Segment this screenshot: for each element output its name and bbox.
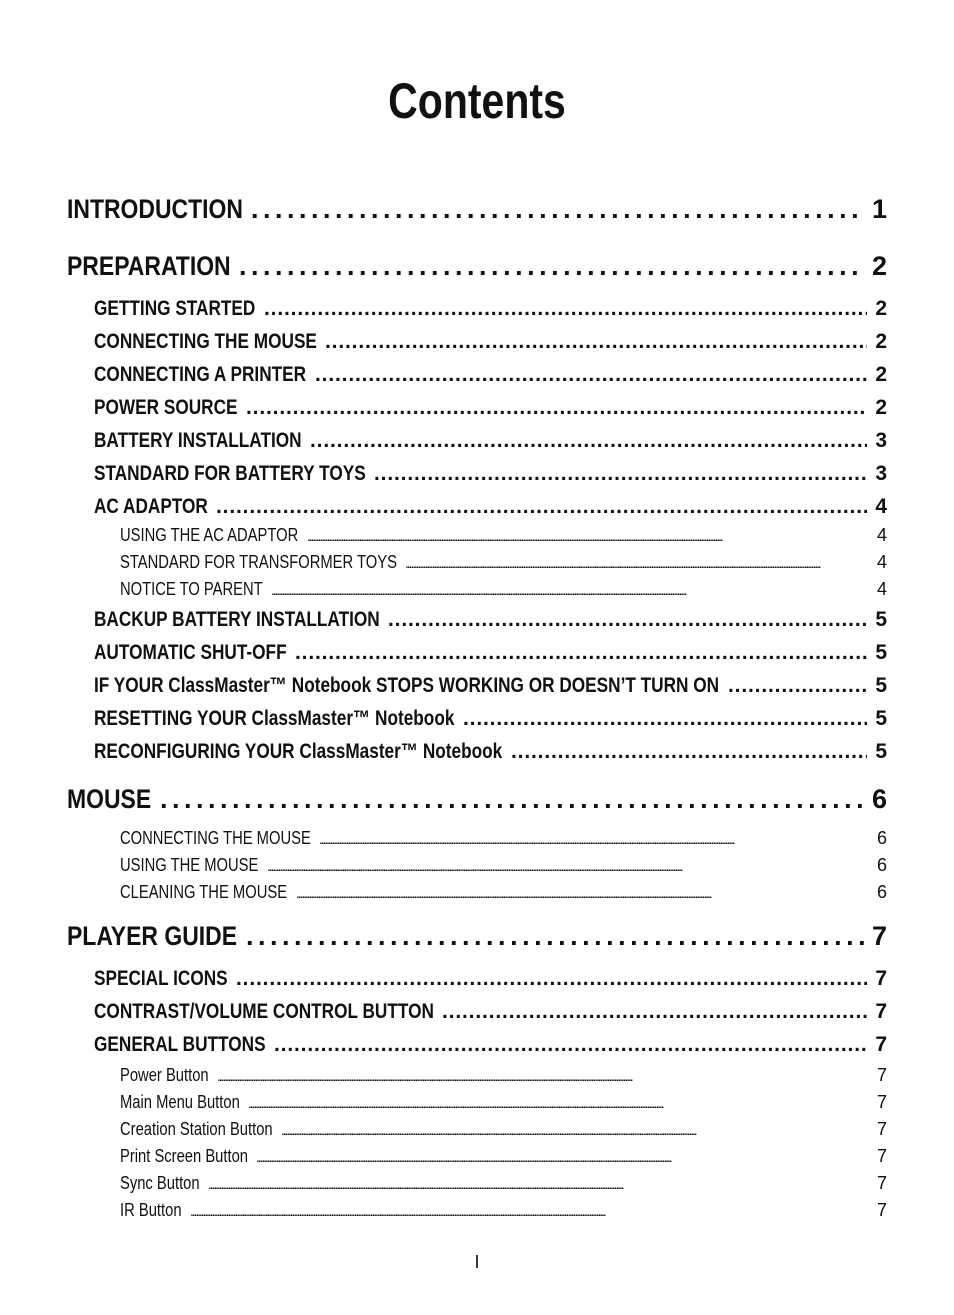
toc-entry-label-text: AUTOMATIC SHUT-OFF xyxy=(94,641,287,664)
dot-leader xyxy=(256,1149,869,1165)
dot-leader xyxy=(264,297,867,321)
toc-entry-page: 3 xyxy=(875,462,887,485)
toc-entry-page: 4 xyxy=(875,495,887,518)
dot-leader xyxy=(281,1122,869,1138)
toc-entry[interactable] xyxy=(67,194,887,230)
toc-entry[interactable] xyxy=(120,1092,887,1116)
toc-entry-label-text: Print Screen Button xyxy=(120,1146,248,1166)
toc-entry-page: 7 xyxy=(871,921,887,951)
toc-entry-label xyxy=(120,579,271,600)
toc-entry-page: 2 xyxy=(875,396,887,419)
toc-entry-label-text: IF YOUR ClassMaster™ Notebook STOPS WORKING OR DOESN’T TURN ON xyxy=(94,674,720,697)
dot-leader xyxy=(246,396,867,420)
toc-entry-label-text: USING THE AC ADAPTOR xyxy=(120,525,299,545)
toc-entry-page: 7 xyxy=(876,1092,887,1112)
toc-entry[interactable] xyxy=(94,641,887,669)
toc-entry[interactable] xyxy=(120,828,887,852)
toc-entry-label-text: CLEANING THE MOUSE xyxy=(120,882,288,902)
toc-entry-label xyxy=(120,828,319,849)
toc-entry-page: 7 xyxy=(876,1146,887,1166)
dot-leader xyxy=(315,363,867,387)
toc-entry-page: 2 xyxy=(875,363,887,386)
toc-entry-page: 6 xyxy=(871,784,887,814)
toc-entry-label-text: Creation Station Button xyxy=(120,1119,273,1139)
toc-entry[interactable] xyxy=(94,1000,887,1028)
toc-entry-page: 5 xyxy=(875,641,887,664)
dot-leader xyxy=(267,858,869,874)
toc-entry-label-text: BATTERY INSTALLATION xyxy=(94,429,302,452)
toc-entry-label xyxy=(94,967,236,991)
dot-leader xyxy=(295,641,867,665)
toc-entry-label-text: Sync Button xyxy=(120,1173,200,1193)
dot-leader xyxy=(236,967,867,991)
toc-entry-label-text: CONTRAST/VOLUME CONTROL BUTTON xyxy=(94,1000,434,1023)
dot-leader xyxy=(442,1000,867,1024)
toc-entry-label xyxy=(67,921,246,952)
toc-entry[interactable] xyxy=(67,251,887,287)
toc-entry-page: 6 xyxy=(876,828,887,848)
dot-leader xyxy=(310,429,867,453)
toc-entry-label xyxy=(94,674,728,698)
toc-entry-page: 3 xyxy=(875,429,887,452)
dot-leader xyxy=(239,251,864,282)
toc-entry[interactable] xyxy=(94,495,887,523)
toc-entry-page: 5 xyxy=(875,707,887,730)
toc-entry[interactable] xyxy=(120,579,887,603)
toc-entry-label xyxy=(67,194,251,225)
toc-entry-page: 7 xyxy=(876,1065,887,1085)
toc-entry-label xyxy=(94,297,264,321)
toc-entry-label-text: NOTICE TO PARENT xyxy=(120,579,263,599)
dot-leader xyxy=(251,194,864,225)
dot-leader xyxy=(728,674,867,698)
toc-entry-label-text: AC ADAPTOR xyxy=(94,495,208,518)
dot-leader xyxy=(388,608,867,632)
toc-entry[interactable] xyxy=(67,921,887,957)
toc-entry-page: 2 xyxy=(875,297,887,320)
dot-leader xyxy=(319,831,869,847)
toc-entry-label-text: Power Button xyxy=(120,1065,209,1085)
toc-entry-label-text: SPECIAL ICONS xyxy=(94,967,228,990)
toc-entry-page: 6 xyxy=(876,882,887,902)
toc-entry[interactable] xyxy=(94,462,887,490)
toc-entry[interactable] xyxy=(94,674,887,702)
toc-entry[interactable] xyxy=(120,1065,887,1089)
toc-entry-label xyxy=(94,396,246,420)
page-title: Contents xyxy=(388,73,566,129)
toc-entry-page: 4 xyxy=(876,525,887,545)
dot-leader xyxy=(217,1068,869,1084)
toc-entry-label xyxy=(120,1119,281,1140)
toc-entry-label xyxy=(94,330,325,354)
dot-leader xyxy=(325,330,867,354)
toc-entry-page: 7 xyxy=(875,1000,887,1023)
toc-entry-label xyxy=(120,1092,248,1113)
dot-leader xyxy=(511,740,867,764)
toc-entry-page: 7 xyxy=(876,1173,887,1193)
toc-entry-label xyxy=(67,251,239,282)
toc-entry-label xyxy=(94,363,315,387)
toc-entry-label xyxy=(94,740,511,764)
toc-entry-label xyxy=(120,882,296,903)
toc-entry-page: 4 xyxy=(876,579,887,599)
toc-entry-page: 7 xyxy=(876,1200,887,1220)
toc-entry-page: 2 xyxy=(875,330,887,353)
toc-entry[interactable] xyxy=(94,967,887,995)
toc-entry-label xyxy=(120,1146,256,1167)
toc-entry-label xyxy=(120,552,405,573)
toc-entry-label xyxy=(94,608,388,632)
toc-entry-label xyxy=(94,462,374,486)
toc-entry[interactable] xyxy=(120,855,887,879)
dot-leader xyxy=(463,707,867,731)
toc-entry-label xyxy=(120,525,307,546)
toc-entry-label xyxy=(94,1000,442,1024)
toc-entry-page: 1 xyxy=(871,194,887,224)
toc-entry[interactable] xyxy=(94,707,887,735)
toc-entry-label xyxy=(120,1065,217,1086)
toc-entry[interactable] xyxy=(94,608,887,636)
toc-entry-label xyxy=(94,1033,274,1057)
toc-entry-page: 4 xyxy=(876,552,887,572)
toc-entry-label-text: STANDARD FOR TRANSFORMER TOYS xyxy=(120,552,397,572)
dot-leader xyxy=(216,495,867,519)
toc-entry-label xyxy=(120,855,267,876)
dot-leader xyxy=(248,1095,869,1111)
toc-entry-label-text: BACKUP BATTERY INSTALLATION xyxy=(94,608,380,631)
toc-entry[interactable] xyxy=(120,1119,887,1143)
toc-entry-page: 2 xyxy=(871,251,887,281)
toc-entry-label-text: CONNECTING A PRINTER xyxy=(94,363,307,386)
toc-entry-label-text: INTRODUCTION xyxy=(67,194,243,224)
toc-entry[interactable] xyxy=(120,1146,887,1170)
toc-entry[interactable] xyxy=(94,740,887,768)
toc-entry-label-text: POWER SOURCE xyxy=(94,396,238,419)
dot-leader xyxy=(405,555,869,571)
toc-entry[interactable] xyxy=(67,784,887,820)
toc-entry-label-text: RESETTING YOUR ClassMaster™ Notebook xyxy=(94,707,455,730)
toc-entry[interactable] xyxy=(94,297,887,325)
toc-entry-label-text: PLAYER GUIDE xyxy=(67,921,238,951)
toc-entry-page: 7 xyxy=(875,967,887,990)
toc-entry[interactable] xyxy=(120,525,887,549)
toc-entry-label xyxy=(94,495,216,519)
toc-entry[interactable] xyxy=(94,363,887,391)
dot-leader xyxy=(271,582,869,598)
toc-entry[interactable] xyxy=(94,429,887,457)
toc-entry[interactable] xyxy=(120,1200,887,1224)
toc-entry-label xyxy=(120,1200,190,1221)
toc-entry[interactable] xyxy=(94,330,887,358)
toc-entry-label xyxy=(94,641,295,665)
dot-leader xyxy=(274,1033,867,1057)
dot-leader xyxy=(208,1176,869,1192)
toc-entry-label-text: GENERAL BUTTONS xyxy=(94,1033,266,1056)
toc-entry-label-text: CONNECTING THE MOUSE xyxy=(94,330,317,353)
toc-entry[interactable] xyxy=(94,1033,887,1061)
toc-entry-page: 7 xyxy=(876,1119,887,1139)
toc-entry-label-text: CONNECTING THE MOUSE xyxy=(120,828,311,848)
dot-leader xyxy=(246,921,864,952)
toc-entry-page: 7 xyxy=(875,1033,887,1056)
toc-entry-label xyxy=(67,784,160,815)
toc-entry[interactable] xyxy=(120,882,887,906)
dot-leader xyxy=(374,462,867,486)
dot-leader xyxy=(296,885,869,901)
toc-entry-label-text: USING THE MOUSE xyxy=(120,855,259,875)
toc-entry-page: 5 xyxy=(875,674,887,697)
toc-entry-label xyxy=(120,1173,208,1194)
toc-entry-page: 6 xyxy=(876,855,887,875)
toc-entry[interactable] xyxy=(120,552,887,576)
dot-leader xyxy=(190,1203,869,1219)
toc-entry-label-text: Main Menu Button xyxy=(120,1092,240,1112)
toc-entry-label-text: RECONFIGURING YOUR ClassMaster™ Notebook xyxy=(94,740,503,763)
toc-entry-page: 5 xyxy=(875,740,887,763)
toc-entry-label-text: STANDARD FOR BATTERY TOYS xyxy=(94,462,366,485)
toc-entry-label-text: IR Button xyxy=(120,1200,182,1220)
page-number: I xyxy=(474,1252,480,1272)
toc-entry-label xyxy=(94,429,310,453)
toc-entry[interactable] xyxy=(94,396,887,424)
toc-entry-label-text: MOUSE xyxy=(67,784,152,814)
dot-leader xyxy=(160,784,864,815)
dot-leader xyxy=(307,528,869,544)
toc-entry[interactable] xyxy=(120,1173,887,1197)
toc-entry-label xyxy=(94,707,463,731)
toc-entry-page: 5 xyxy=(875,608,887,631)
toc-entry-label-text: GETTING STARTED xyxy=(94,297,256,320)
toc-entry-label-text: PREPARATION xyxy=(67,251,231,281)
